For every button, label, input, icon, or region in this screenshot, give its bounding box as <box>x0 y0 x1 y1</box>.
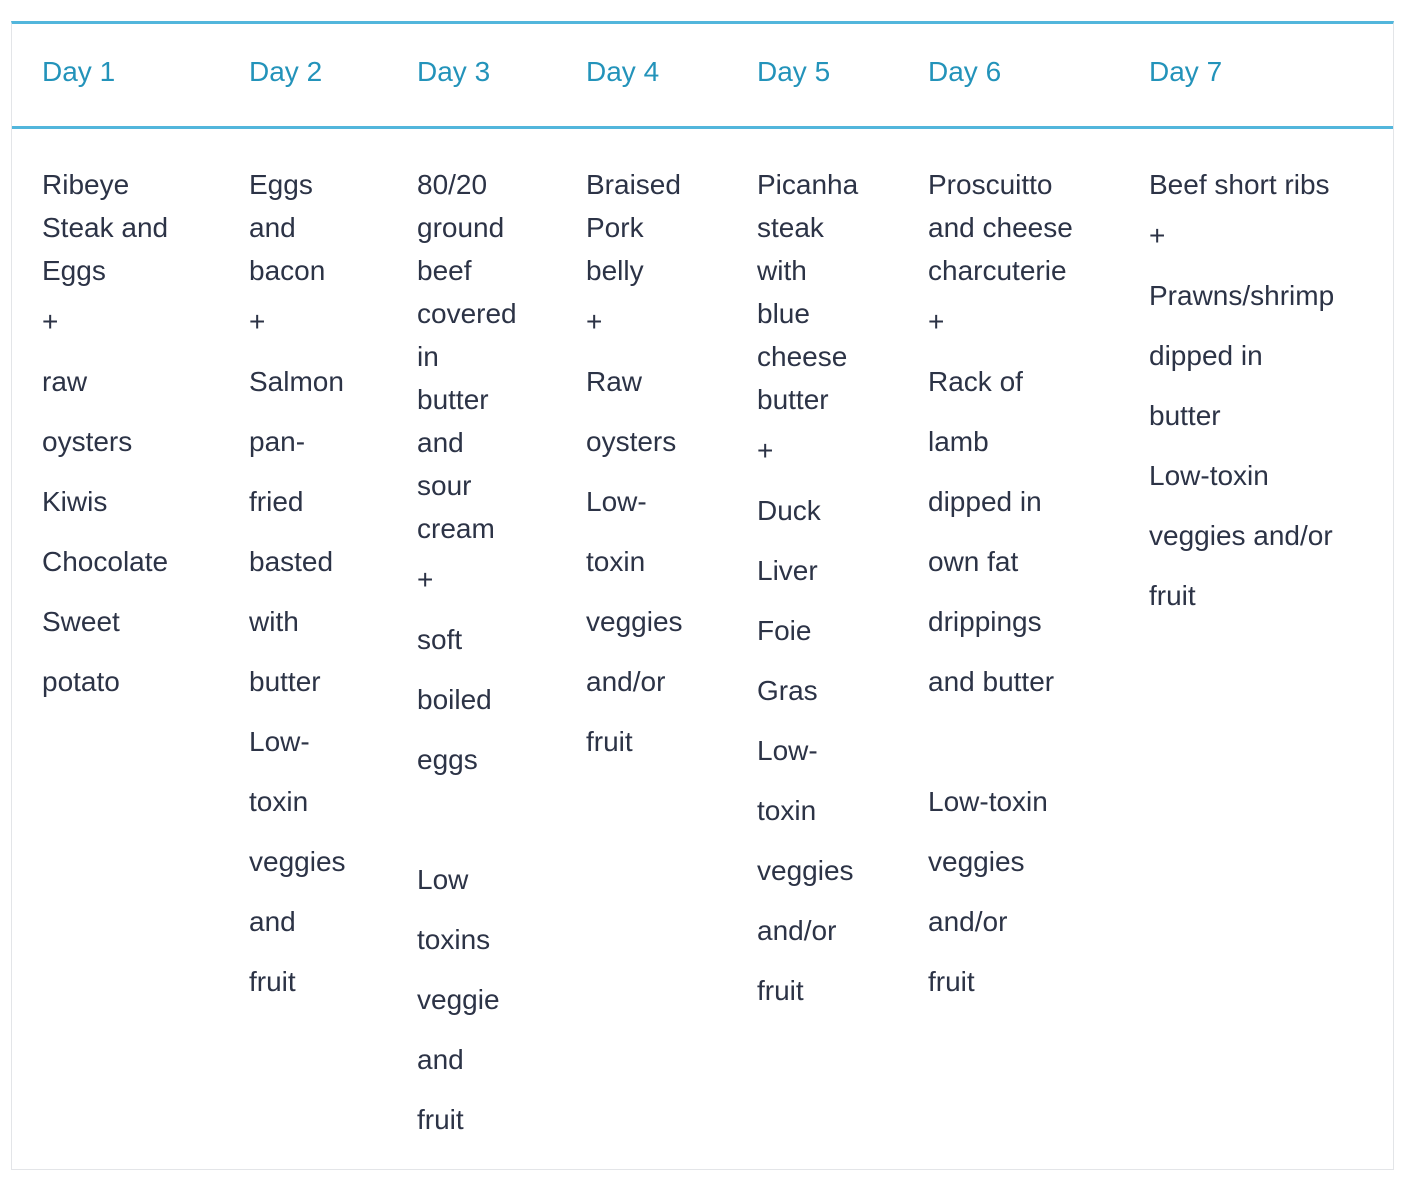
cell-main-line: Pork <box>586 212 644 243</box>
cell-main-line: sour <box>417 470 472 501</box>
cell-extra-line: toxin <box>757 795 817 826</box>
cell-extra-line: Duck <box>757 495 821 526</box>
cell-extra-line: dipped in <box>1149 340 1263 371</box>
cell-extra-line: and/or <box>757 915 837 946</box>
cell-day-5 <box>757 163 858 1021</box>
cell-extra-line: fried <box>249 486 304 517</box>
cell-extra-line: fruit <box>249 966 296 997</box>
cell-main-line: covered <box>417 298 517 329</box>
cell-extra-line: basted <box>249 546 334 577</box>
cell-extra-line: eggs <box>417 744 478 775</box>
cell-extra-line: fruit <box>757 975 804 1006</box>
cell-extra-line: veggie <box>417 984 500 1015</box>
cell-extra-line: fruit <box>417 1104 464 1135</box>
cell-day-1 <box>42 163 168 712</box>
cell-extra-line: and <box>417 1044 464 1075</box>
cell-extra-line: own fat <box>928 546 1019 577</box>
cell-extra-line: toxins <box>417 924 491 955</box>
cell-extra-line: veggies <box>249 846 346 877</box>
blank-line <box>928 712 1073 772</box>
cell-main-line: cream <box>417 513 495 544</box>
table-header-row <box>12 24 1393 129</box>
cell-extra-line: Gras <box>757 675 818 706</box>
cell-extra-line: veggies and/or <box>1149 520 1333 551</box>
header-day-1: Day 1 <box>42 56 116 87</box>
cell-extra-line: potato <box>42 666 120 697</box>
cell-extra-line: Low- <box>757 735 818 766</box>
cell-extra-line: with <box>249 606 299 637</box>
cell-main-line: butter <box>417 384 489 415</box>
cell-main-line: cheese <box>757 341 848 372</box>
blank-line <box>417 790 517 850</box>
cell-main-line: 80/20 <box>417 169 488 200</box>
cell-extra-line: Low- <box>586 486 647 517</box>
cell-main-line: and cheese <box>928 212 1073 243</box>
cell-extra-line: drippings <box>928 606 1042 637</box>
cell-extra-line: oysters <box>586 426 677 457</box>
table-body-row <box>12 129 1393 1169</box>
header-day-5: Day 5 <box>757 56 831 87</box>
meal-plan-table <box>11 21 1394 1170</box>
cell-extra-line: and/or <box>586 666 666 697</box>
plus-sign: + <box>928 306 945 337</box>
cell-extra-line: Low- <box>249 726 310 757</box>
cell-day-4 <box>586 163 683 772</box>
cell-day-2 <box>249 163 346 1012</box>
cell-extra-line: and butter <box>928 666 1055 697</box>
cell-main-line: Steak and <box>42 212 169 243</box>
cell-main-line: blue <box>757 298 810 329</box>
cell-extra-line: Salmon <box>249 366 344 397</box>
cell-extra-line: fruit <box>928 966 975 997</box>
cell-main-line: Ribeye <box>42 169 130 200</box>
plus-sign: + <box>249 306 266 337</box>
cell-extra-line: veggies <box>757 855 854 886</box>
plus-sign: + <box>417 564 434 595</box>
cell-extra-line: veggies <box>928 846 1025 877</box>
cell-extra-line: oysters <box>42 426 133 457</box>
cell-day-7 <box>1149 163 1334 626</box>
cell-main-line: charcuterie <box>928 255 1067 286</box>
cell-extra-line: Low-toxin <box>1149 460 1269 491</box>
cell-main-line: belly <box>586 255 644 286</box>
header-day-6: Day 6 <box>928 56 1002 87</box>
cell-main-line: and <box>249 212 296 243</box>
cell-extra-line: Kiwis <box>42 486 108 517</box>
cell-day-6 <box>928 163 1073 1012</box>
cell-extra-line: Foie <box>757 615 812 646</box>
cell-extra-line: boiled <box>417 684 492 715</box>
cell-extra-line: Sweet <box>42 606 120 637</box>
plus-sign: + <box>1149 220 1166 251</box>
plus-sign: + <box>586 306 603 337</box>
cell-main-line: Eggs <box>42 255 106 286</box>
cell-main-line: in <box>417 341 439 372</box>
cell-extra-line: dipped in <box>928 486 1042 517</box>
cell-extra-line: and <box>249 906 296 937</box>
cell-extra-line: soft <box>417 624 463 655</box>
cell-main-line: Picanha <box>757 169 859 200</box>
cell-main-line: and <box>417 427 464 458</box>
cell-main-line: butter <box>757 384 829 415</box>
header-day-2: Day 2 <box>249 56 323 87</box>
cell-main-line: with <box>757 255 807 286</box>
cell-main-line: bacon <box>249 255 326 286</box>
cell-main-line: beef <box>417 255 472 286</box>
cell-extra-line: toxin <box>586 546 646 577</box>
cell-extra-line: toxin <box>249 786 309 817</box>
plus-sign: + <box>42 306 59 337</box>
cell-main-line: Eggs <box>249 169 313 200</box>
cell-main-line: Proscuitto <box>928 169 1053 200</box>
cell-extra-line: butter <box>249 666 321 697</box>
cell-extra-line: Chocolate <box>42 546 169 577</box>
header-day-3: Day 3 <box>417 56 491 87</box>
cell-extra-line: butter <box>1149 400 1221 431</box>
cell-extra-line: Rack of <box>928 366 1023 397</box>
cell-extra-line: fruit <box>586 726 633 757</box>
cell-extra-line: fruit <box>1149 580 1196 611</box>
cell-main-line: Beef short ribs <box>1149 169 1330 200</box>
cell-extra-line: veggies <box>586 606 683 637</box>
cell-extra-line: lamb <box>928 426 989 457</box>
cell-main-line: Braised <box>586 169 681 200</box>
cell-day-3 <box>417 163 517 1150</box>
plus-sign: + <box>757 435 774 466</box>
header-day-4: Day 4 <box>586 56 660 87</box>
cell-extra-line: Low-toxin <box>928 786 1048 817</box>
cell-extra-line: Low <box>417 864 469 895</box>
cell-extra-line: and/or <box>928 906 1008 937</box>
cell-extra-line: Prawns/shrimp <box>1149 280 1335 311</box>
cell-main-line: steak <box>757 212 824 243</box>
cell-extra-line: Raw <box>586 366 643 397</box>
cell-extra-line: raw <box>42 366 88 397</box>
header-day-7: Day 7 <box>1149 56 1223 87</box>
cell-main-line: ground <box>417 212 505 243</box>
cell-extra-line: Liver <box>757 555 818 586</box>
cell-extra-line: pan- <box>249 426 306 457</box>
